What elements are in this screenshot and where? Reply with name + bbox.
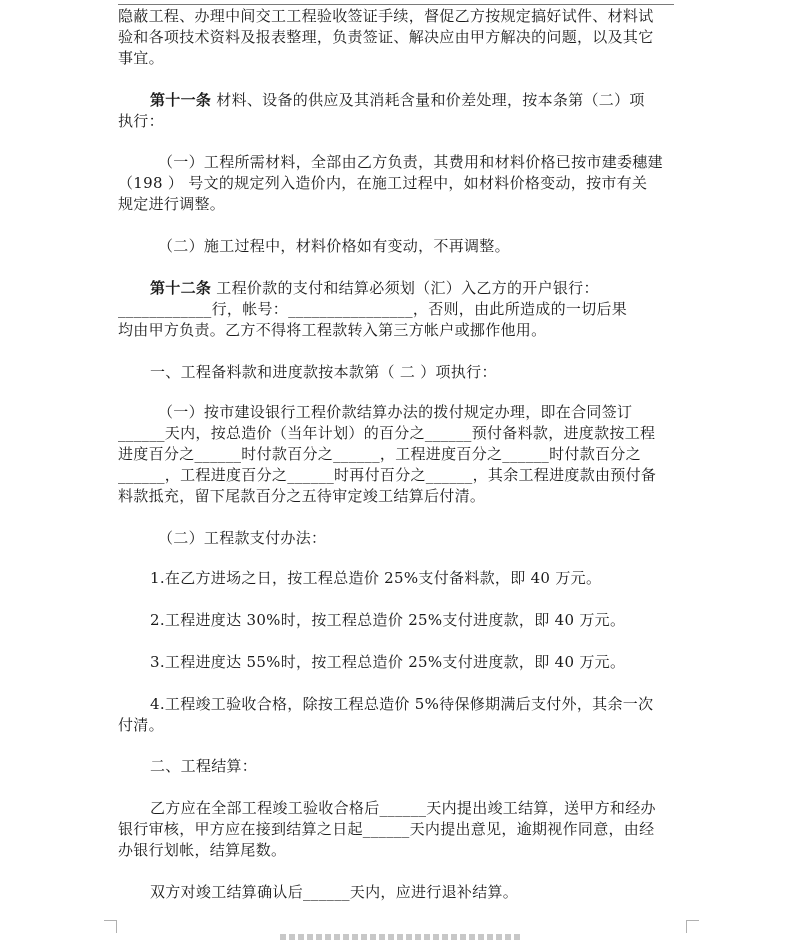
paragraph-line <box>118 320 678 341</box>
paragraph-line <box>118 423 678 444</box>
paragraph <box>118 528 678 549</box>
line-text: 3.工程进度达 55%时，按工程总造价 25%支付进度款，即 40 万元。 <box>150 653 626 671</box>
line-text: 隐蔽工程、办理中间交工工程验收签证手续，督促乙方按规定搞好试件、材料试 <box>118 7 654 25</box>
paragraph-line <box>118 173 678 194</box>
paragraph-line <box>118 568 678 589</box>
paragraph-line <box>118 48 678 69</box>
line-text: （二）施工过程中，材料价格如有变动，不再调整。 <box>158 237 510 255</box>
line-text: （一）工程所需材料，全部由乙方负责，其费用和材料价格已按市建委穗建 <box>158 153 663 171</box>
line-text: 均由甲方负责。乙方不得将工程款转入第三方帐户或挪作他用。 <box>118 321 547 339</box>
paragraph-line <box>118 840 678 861</box>
paragraph-line <box>118 882 678 903</box>
line-text: 一、工程备料款和进度款按本款第（ 二 ）项执行： <box>150 363 497 381</box>
paragraph <box>118 236 678 257</box>
line-text: （198 ） 号文的规定列入造价内，在施工过程中，如材料价格变动，按市有关 <box>118 174 648 192</box>
paragraph <box>118 798 678 861</box>
paragraph-line <box>118 362 678 383</box>
paragraph-line <box>118 27 678 48</box>
line-text: 办银行划帐，结算尾数。 <box>118 841 287 859</box>
line-text: 二、工程结算： <box>150 757 258 775</box>
paragraph-line <box>118 278 678 299</box>
paragraph <box>118 694 678 736</box>
paragraph <box>118 652 678 673</box>
article-number: 第十二条 <box>150 279 212 297</box>
line-text: 进度百分之______时付款百分之______，工程进度百分之______时付款百分之 <box>118 445 641 463</box>
paragraph-line <box>118 152 678 173</box>
line-text: 4.工程竣工验收合格，除按工程总造价 5%待保修期满后支付外，其余一次 <box>150 695 654 713</box>
paragraph-line <box>118 402 678 423</box>
line-text: 2.工程进度达 30%时，按工程总造价 25%支付进度款，即 40 万元。 <box>150 611 626 629</box>
paragraph-line <box>118 111 678 132</box>
paragraph <box>118 610 678 631</box>
paragraph-line <box>118 194 678 215</box>
paragraph <box>118 756 678 777</box>
paragraph-line <box>118 465 678 486</box>
paragraph-line <box>118 694 678 715</box>
article-number: 第十一条 <box>150 91 212 109</box>
line-text: 料款抵充，留下尾款百分之五待审定竣工结算后付清。 <box>118 487 486 505</box>
paragraph-line <box>118 819 678 840</box>
line-text: （一）按市建设银行工程价款结算办法的拨付规定办理，即在合同签订 <box>158 403 633 421</box>
page-corner-mark-right <box>686 920 699 933</box>
paragraph <box>118 568 678 589</box>
line-text: 工程价款的支付和结算必须划（汇）入乙方的开户银行： <box>211 279 599 297</box>
line-text: （二）工程款支付办法： <box>158 529 327 547</box>
paragraph <box>118 278 678 341</box>
header-rule <box>118 4 674 5</box>
paragraph-line <box>118 299 678 320</box>
paragraph-line <box>118 798 678 819</box>
line-text: 乙方应在全部工程竣工验收合格后______天内提出竣工结算，送甲方和经办 <box>150 799 656 817</box>
paragraph <box>118 6 678 69</box>
paragraph-line <box>118 610 678 631</box>
paragraph-line <box>118 652 678 673</box>
line-text: 1.在乙方进场之日，按工程总造价 25%支付备料款，即 40 万元。 <box>150 569 602 587</box>
paragraph-line <box>118 715 678 736</box>
paragraph-line <box>118 528 678 549</box>
paragraph-line <box>118 444 678 465</box>
paragraph <box>118 362 678 383</box>
paragraph-line <box>118 6 678 27</box>
line-text: 规定进行调整。 <box>118 195 226 213</box>
paragraph <box>118 152 678 215</box>
line-text: 材料、设备的供应及其消耗含量和价差处理，按本条第（二）项 <box>211 91 645 109</box>
paragraph <box>118 90 678 132</box>
page-corner-mark-left <box>104 920 117 933</box>
paragraph <box>118 882 678 903</box>
line-text: 事宜。 <box>118 49 164 67</box>
line-text: ____________行，帐号：________________，否则，由此所造成的一切后果 <box>118 300 628 318</box>
line-text: 银行审核，甲方应在接到结算之日起______天内提出意见，逾期视作同意，由经 <box>118 820 655 838</box>
footer-text-fragment <box>280 934 520 940</box>
line-text: ______，工程进度百分之______时再付百分之______，其余工程进度款由预付备 <box>118 466 657 484</box>
line-text: 双方对竣工结算确认后______天内，应进行退补结算。 <box>150 883 519 901</box>
line-text: 付清。 <box>118 716 164 734</box>
paragraph-line <box>118 90 678 111</box>
paragraph-line <box>118 236 678 257</box>
line-text: 执行： <box>118 112 164 130</box>
paragraph-line <box>118 486 678 507</box>
paragraph <box>118 402 678 507</box>
line-text: ______天内，按总造价（当年计划）的百分之______预付备料款，进度款按工程 <box>118 424 656 442</box>
line-text: 验和各项技术资料及报表整理，负责签证、解决应由甲方解决的问题，以及其它 <box>118 28 654 46</box>
paragraph-line <box>118 756 678 777</box>
